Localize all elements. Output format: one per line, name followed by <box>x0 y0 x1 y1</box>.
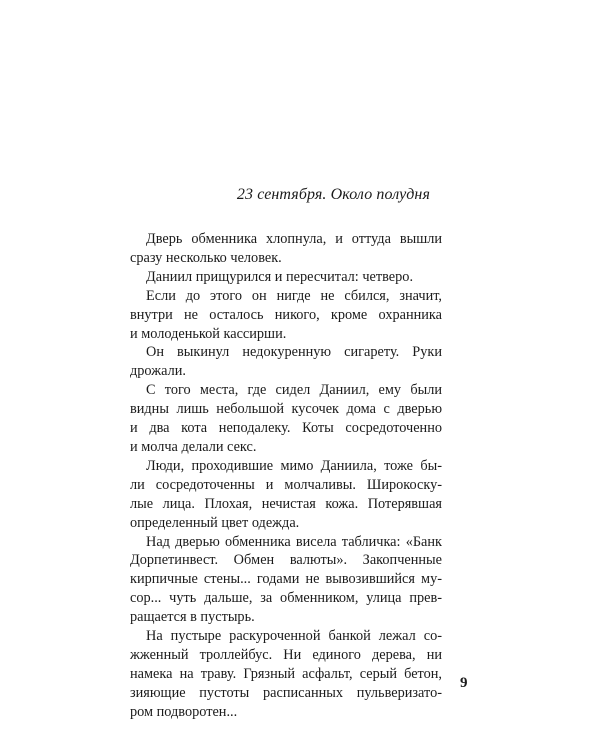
text-line: С того места, где сидел Даниил, ему были <box>146 382 442 399</box>
paragraph <box>130 287 442 344</box>
chapter-heading: 23 сентября. Около полудня <box>236 186 430 203</box>
body-text <box>130 230 442 722</box>
text-line: лые лица. Плохая, нечистая кожа. Потерявшая <box>130 495 442 512</box>
text-line: и молча делали секс. <box>130 438 257 455</box>
text-line: Дорпетинвест. Обмен валюты». Закопченные <box>130 552 442 569</box>
paragraph <box>130 268 442 287</box>
text-line: ром подворотен... <box>130 703 238 720</box>
text-line: определенный цвет одежда. <box>130 514 300 531</box>
paragraph <box>130 457 442 533</box>
text-line: Если до этого он нигде не сбился, значит, <box>146 287 442 304</box>
text-line: Над дверью обменника висела табличка: «Банк <box>146 533 442 550</box>
text-line: дрожали. <box>130 363 186 380</box>
text-line: кирпичные стены... годами не вывозившийся му- <box>130 571 442 588</box>
text-line: и два кота неподалеку. Коты сосредоточенно <box>130 420 442 437</box>
text-line: Дверь обменника хлопнула, и оттуда вышли <box>146 231 442 247</box>
paragraph <box>130 627 442 722</box>
text-line: и молоденькой кассирши. <box>130 325 287 342</box>
text-line: сразу несколько человек. <box>130 249 282 266</box>
text-line: зияющие пустоты расписанных пульверизато- <box>130 684 442 701</box>
text-line: На пустыре раскуроченной банкой лежал со- <box>146 628 442 645</box>
text-line: Даниил прищурился и пересчитал: четверо. <box>146 268 414 285</box>
text-line: видны лишь небольшой кусочек дома с дверью <box>130 401 442 418</box>
paragraph <box>130 230 442 268</box>
text-line: Люди, проходившие мимо Даниила, тоже бы- <box>146 457 442 474</box>
paragraph <box>130 381 442 457</box>
page-number: 9 <box>460 675 468 691</box>
text-line: жженный троллейбус. Ни единого дерева, ни <box>130 646 442 663</box>
paragraph <box>130 533 442 628</box>
paragraph <box>130 343 442 381</box>
text-line: внутри не осталось никого, кроме охранника <box>130 306 442 323</box>
text-line: Он выкинул недокуренную сигарету. Руки <box>146 344 442 361</box>
text-line: ли сосредоточенны и молчаливы. Широкоску- <box>130 476 442 493</box>
text-line: сор... чуть дальше, за обменником, улица прев- <box>130 590 442 607</box>
text-line: ращается в пустырь. <box>130 609 255 626</box>
text-line: намека на траву. Грязный асфальт, серый бетон, <box>130 665 442 682</box>
